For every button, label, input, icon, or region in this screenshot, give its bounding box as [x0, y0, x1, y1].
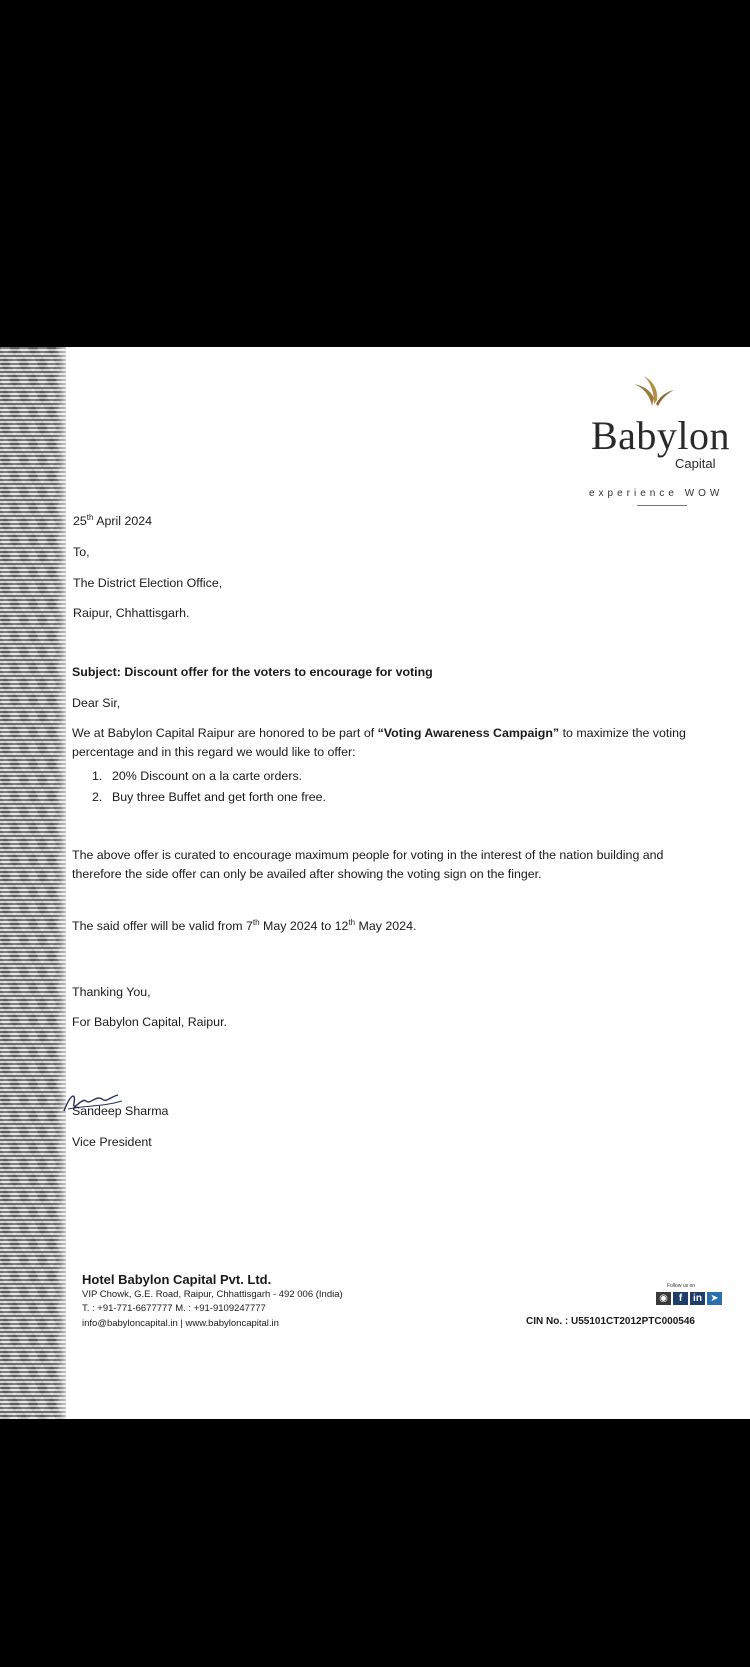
to-line: To, [73, 545, 90, 559]
closing-org: For Babylon Capital, Raipur. [72, 1015, 227, 1029]
letter-page [0, 347, 750, 1419]
intro-paragraph: We at Babylon Capital Raipur are honored to be part of “Voting Awareness Campaign” to maximize the voting percentage and in this regard we would like to offer: [72, 726, 686, 759]
facebook-icon[interactable]: f [673, 1292, 688, 1305]
company-logo [585, 374, 735, 499]
closing: Thanking You, [72, 985, 151, 999]
wings-logo-icon [630, 374, 676, 408]
logo-name: Babylon [591, 413, 731, 458]
footer-address: VIP Chowk, G.E. Road, Raipur, Chhattisgarh - 492 006 (India) [82, 1289, 343, 1300]
instagram-icon[interactable]: ◉ [656, 1292, 671, 1305]
footer-phones: T. : +91-771-6677777 M. : +91-9109247777 [82, 1303, 266, 1314]
linkedin-icon[interactable]: in [690, 1292, 705, 1305]
signer-title: Vice President [72, 1135, 152, 1149]
list-item: 1. 20% Discount on a la carte orders. [92, 769, 303, 783]
body-paragraph: The above offer is curated to encourage maximum people for voting in the interest of the nation building and therefore the side offer can only be availed after showing the voting sign on the finger. [72, 848, 664, 881]
social-icons [656, 1292, 722, 1305]
signer-name: Sandeep Sharma [72, 1104, 169, 1118]
validity-line: The said offer will be valid from 7th May 2024 to 12th May 2024. [72, 917, 417, 933]
subject-line: Subject: Discount offer for the voters to encourage for voting [72, 665, 433, 679]
cin-number: CIN No. : U55101CT2012PTC000546 [526, 1316, 695, 1327]
twitter-icon[interactable]: ➤ [707, 1292, 722, 1305]
offer-list [92, 766, 326, 808]
logo-tagline: experience WOW [589, 488, 724, 499]
salutation: Dear Sir, [72, 696, 121, 710]
letter-date: 25th April 2024 [73, 512, 153, 528]
list-item: 2. Buy three Buffet and get forth one free. [92, 790, 326, 804]
footer-company: Hotel Babylon Capital Pvt. Ltd. [82, 1272, 272, 1287]
campaign-name: “Voting Awareness Campaign” [377, 726, 560, 740]
logo-divider [637, 505, 687, 506]
recipient-line-2: Raipur, Chhattisgarh. [73, 606, 190, 620]
footer-contact: info@babyloncapital.in | www.babyloncapital.in [82, 1318, 279, 1329]
recipient-line-1: The District Election Office, [73, 576, 223, 590]
logo-sub: Capital [675, 456, 716, 471]
follow-label: Follow us on [667, 1283, 696, 1289]
